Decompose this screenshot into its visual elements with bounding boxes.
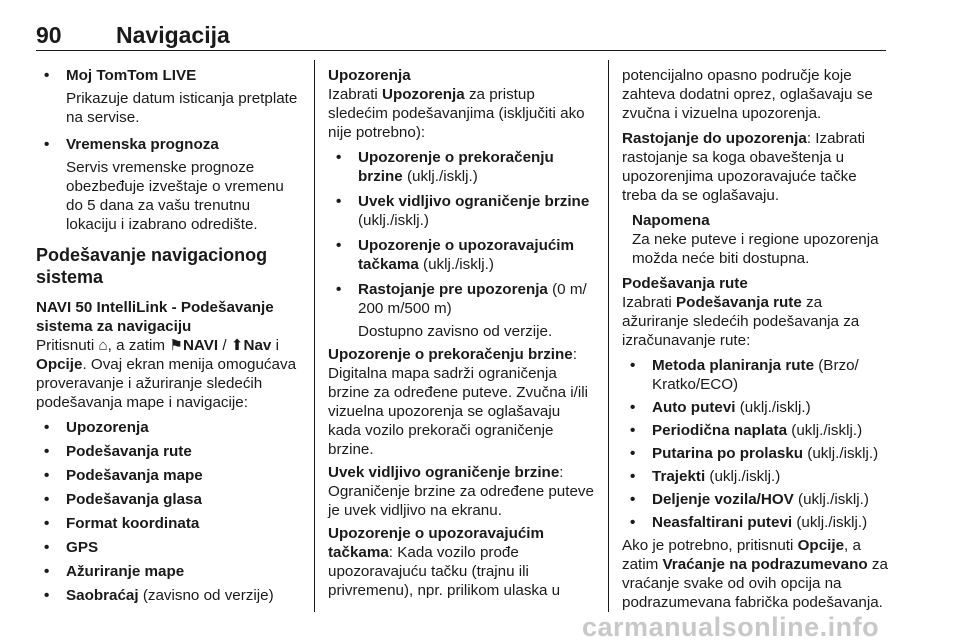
text: , a zatim <box>107 337 166 354</box>
bullet-item <box>36 66 304 85</box>
text: Izabrati <box>328 86 383 103</box>
item-note: Dostupno zavisno od verzije. <box>358 323 553 340</box>
list-item <box>36 538 304 557</box>
column-2 <box>328 66 596 600</box>
intro-paragraph <box>328 85 596 142</box>
paragraph: potencijalno opasno područje koje zahteva dodatni oprez, oglašavaju se zvučna i vizuelna upozorenja. <box>622 67 873 122</box>
item-value: (Brzo/ Kratko/ECO) <box>652 357 859 393</box>
list-item <box>622 467 888 486</box>
item-label: Upozorenje o upozoravajućim tačkama <box>358 237 575 273</box>
item-label: Saobraćaj <box>66 587 139 604</box>
note-title <box>632 211 888 230</box>
item-value: (uklj./isklj.) <box>358 212 429 229</box>
bold-text: Rastojanje do upozorenja <box>622 130 807 147</box>
list-item <box>36 562 304 581</box>
item-description: Servis vremenske prognoze obezbeđuje izveštaje o vremenu do 5 dana za vašu trenutnu lokaciju i izabrano odredište. <box>66 159 284 233</box>
item-value: (uklj./isklj.) <box>787 422 863 439</box>
text: , a zatim <box>622 537 861 573</box>
text: Ako je potrebno, pritisnuti <box>622 537 798 554</box>
text: . Ovaj ekran menija omogućava proveravanje i ažuriranje sledećih podešavanja mape i navigacije: <box>36 356 297 411</box>
item-label: Metoda planiranja rute <box>652 357 815 374</box>
item-label: Putarina po prolasku <box>652 445 804 462</box>
heading-text: Upozorenja <box>328 67 411 84</box>
text: za pristup sledećim podešavanjima (isključiti ako nije potrebno): <box>328 86 585 141</box>
item-value: (uklj./isklj.) <box>402 168 478 185</box>
list-item <box>622 444 888 463</box>
bold-text: Upozorenje o prekoračenju brzine <box>328 346 573 363</box>
subheading-text: NAVI 50 IntelliLink - Podešavanje sistema za navigaciju <box>36 299 274 335</box>
column-divider-2 <box>608 60 609 612</box>
item-label: Upozorenje o prekoračenju brzine <box>358 149 554 185</box>
item-label: Ažuriranje mape <box>66 563 185 580</box>
item-label: Periodična naplata <box>652 422 788 439</box>
paragraph <box>328 345 596 459</box>
item-label: Deljenje vozila/HOV <box>652 491 794 508</box>
section-heading: Podešavanje navigacionog sistema <box>36 245 268 287</box>
item-value: (0 m/ 200 m/500 m) <box>358 281 587 317</box>
item-label: GPS <box>66 539 99 556</box>
text: Pritisnuti <box>36 337 95 354</box>
bold-text: Podešavanja rute <box>676 294 802 311</box>
item-value: (uklj./isklj.) <box>705 468 781 485</box>
opcije-label: Opcije <box>36 356 83 373</box>
item-description: Prikazuje datum isticanja pretplate na servise. <box>66 90 298 126</box>
list-item <box>622 356 888 394</box>
text: Izabrati <box>622 294 677 311</box>
item-label: Podešavanja mape <box>66 467 203 484</box>
list-item <box>36 514 304 533</box>
item-label: Auto putevi <box>652 399 736 416</box>
note-title-text: Napomena <box>632 212 710 229</box>
bold-text: Opcije <box>797 537 845 554</box>
text: : Digitalna mapa sadrži ograničenja brzine za određene puteve. Zvučna i/ili vizuelna upozorenja se oglašavaju kada vozilo prekorači ograničenje brzine. <box>328 346 589 458</box>
item-label: Rastojanje pre upozorenja <box>358 281 548 298</box>
section-heading <box>328 66 596 85</box>
list-item <box>36 466 304 485</box>
note-text: Za neke puteve i regione upozorenja možda neće biti dostupna. <box>632 231 879 267</box>
paragraph <box>328 463 596 520</box>
list-item <box>622 398 888 417</box>
item-value: (uklj./isklj.) <box>418 256 494 273</box>
item-label: Trajekti <box>652 468 706 485</box>
bold-text: Vraćanje na podrazumevano <box>662 556 868 573</box>
item-value: (uklj./isklj.) <box>735 399 811 416</box>
item-label: Podešavanja rute <box>66 443 192 460</box>
bold-text: Uvek vidljivo ograničenje brzine <box>328 464 560 481</box>
text: za vraćanje svake od ovih opcija na podrazumevana fabrička podešavanja. <box>622 556 888 611</box>
item-suffix: (zavisno od verzije) <box>138 587 274 604</box>
nav-label: Nav <box>243 337 272 354</box>
heading-text: Podešavanja rute <box>622 275 748 292</box>
text: / <box>218 337 231 354</box>
text: : Ograničenje brzine za određene puteve je uvek vidljivo na ekranu. <box>328 464 594 519</box>
item-label: Podešavanja glasa <box>66 491 202 508</box>
text: : Izabrati rastojanje sa koga obaveštenja u upozorenjima upozoravajuće tačke treba da se oglašavaju. <box>622 130 866 204</box>
list-item <box>36 490 304 509</box>
list-item <box>36 418 304 437</box>
text: za ažuriranje sledećih podešavanja za izračunavanje rute: <box>622 294 860 349</box>
column-3 <box>622 66 888 612</box>
column-divider-1 <box>314 60 315 612</box>
watermark: carmanualsonline.info <box>582 612 880 642</box>
list-item <box>328 148 596 186</box>
page-number: 90 <box>36 22 62 48</box>
paragraph <box>622 129 888 205</box>
flag-icon: ⚑ <box>169 337 183 354</box>
list-item <box>328 236 596 274</box>
list-item <box>622 490 888 509</box>
list-item <box>36 442 304 461</box>
bold-text: Upozorenja <box>382 86 465 103</box>
intro-paragraph <box>622 293 888 350</box>
item-value: (uklj./isklj.) <box>793 491 869 508</box>
section-heading <box>622 274 888 293</box>
home-icon: ⌂ <box>98 337 108 354</box>
item-label: Format koordinata <box>66 515 200 532</box>
item-value: (uklj./isklj.) <box>792 514 868 531</box>
list-item <box>36 586 304 605</box>
item-title: Moj TomTom LIVE <box>66 67 197 84</box>
subsection-heading <box>36 298 304 336</box>
list-item <box>622 513 888 532</box>
paragraph <box>328 524 596 600</box>
page-header <box>36 18 886 52</box>
item-value: (uklj./isklj.) <box>803 445 879 462</box>
navi-label: NAVI <box>182 337 219 354</box>
chapter-title: Navigacija <box>116 22 230 48</box>
note-box <box>622 211 888 268</box>
intro-paragraph <box>36 336 304 412</box>
item-label: Uvek vidljivo ograničenje brzine <box>358 193 590 210</box>
column-1 <box>36 66 304 605</box>
closing-paragraph <box>622 536 888 612</box>
arrow-up-icon: ⬆ <box>230 337 244 354</box>
text: : Kada vozilo prođe upozoravajuću tačku (trajnu ili privremenu), npr. prilikom ulaska u <box>328 544 561 599</box>
item-title: Vremenska prognoza <box>66 136 219 153</box>
list-item <box>622 421 888 440</box>
list-item <box>328 192 596 230</box>
header-rule <box>36 50 886 51</box>
item-label: Neasfaltirani putevi <box>652 514 793 531</box>
bold-text: Upozorenje o upozoravajućim tačkama <box>328 525 545 561</box>
item-label: Upozorenja <box>66 419 149 436</box>
list-item <box>328 280 596 318</box>
bullet-item <box>36 135 304 154</box>
text: i <box>271 337 279 354</box>
